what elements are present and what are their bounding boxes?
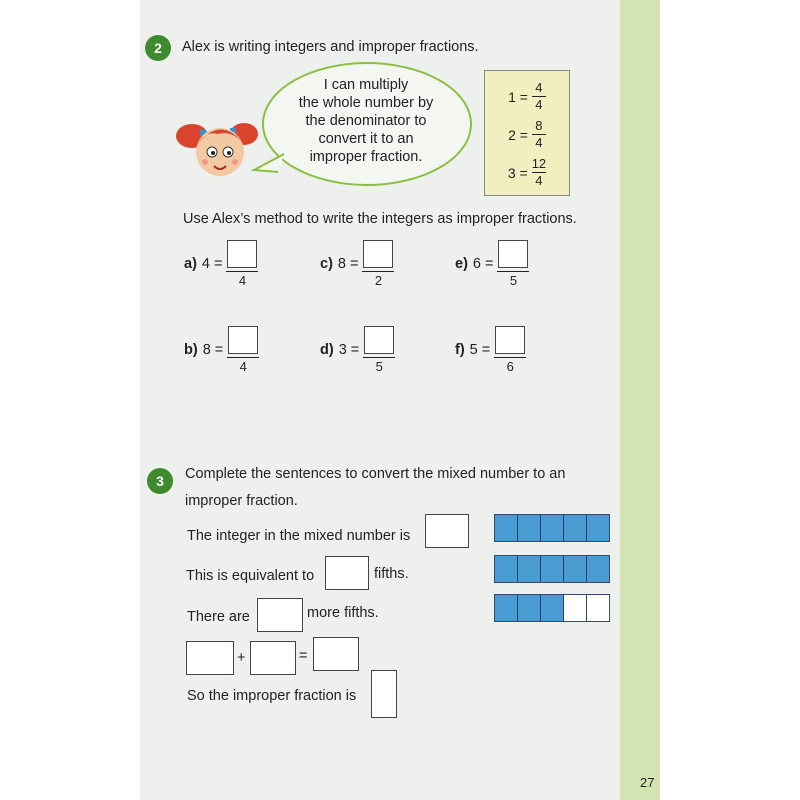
exercise-e: e) 6 = 5 [455,240,529,288]
strip-cell [495,595,518,621]
answer-box-c[interactable] [363,240,393,268]
more-fifths-answer-box[interactable] [257,598,303,632]
strip-cell-empty [564,595,587,621]
strip-cell [541,595,564,621]
equals-sign: = [299,648,308,664]
strip-cell [587,515,609,541]
plus-sign: + [237,650,246,666]
question-2-instruction: Use Alex’s method to write the integers as improper fractions. [183,211,577,227]
fraction-strip-1 [494,514,610,542]
sentence-more-start: There are [187,609,250,625]
exercise-f: f) 5 = 6 [455,326,526,374]
strip-cell [564,556,587,582]
sentence-more-end: more fifths. [307,605,379,621]
answer-box-a[interactable] [227,240,257,268]
page-margin-strip [620,0,660,800]
strip-cell-empty [587,595,609,621]
fraction-strip-3 [494,594,610,622]
improper-fraction-box[interactable] [371,670,397,718]
integer-answer-box[interactable] [425,514,469,548]
strip-cell [541,515,564,541]
strip-cell [518,595,541,621]
speech-bubble-tail [250,150,286,180]
fraction-strip-2 [494,555,610,583]
strip-cell [495,515,518,541]
exercise-c: c) 8 = 2 [320,240,394,288]
strip-cell [587,556,609,582]
card-row-2: 2 = $\frac{8}{4}$ [485,119,569,150]
example-card [484,70,570,196]
strip-cell [518,515,541,541]
exercise-b: b) 8 = 4 [184,326,259,374]
answer-box-b[interactable] [228,326,258,354]
answer-box-e[interactable] [498,240,528,268]
sentence-equivalent-end: fifths. [374,566,409,582]
speech-bubble-text: I can multiply the whole number by the denominator to convert it to an improper fraction. [298,77,434,165]
question-3-badge: 3 [147,468,173,494]
answer-box-f[interactable] [495,326,525,354]
fifths-answer-box[interactable] [325,556,369,590]
strip-cell [518,556,541,582]
sentence-improper: So the improper fraction is [187,688,357,704]
strip-cell [541,556,564,582]
strip-cell [564,515,587,541]
strip-cell [495,556,518,582]
question-3-intro-line2: improper fraction. [185,493,298,509]
card-row-1: 1 = $\frac{4}{4}$ [485,81,569,112]
sum-result-box[interactable] [313,637,359,671]
answer-box-d[interactable] [364,326,394,354]
question-2-badge: 2 [145,35,171,61]
sentence-equivalent-start: This is equivalent to [186,568,315,584]
question-2-intro: Alex is writing integers and improper fractions. [182,39,479,55]
sum-box-1[interactable] [186,641,234,675]
card-row-3: 3 = $\frac{12}{4}$ [507,156,547,188]
exercise-a: a) 4 = 4 [184,240,258,288]
page-number: 27 [640,775,655,790]
sum-box-2[interactable] [250,641,296,675]
question-3-intro-line1: Complete the sentences to convert the mixed number to an [185,466,566,482]
exercise-d: d) 3 = 5 [320,326,395,374]
sentence-integer: The integer in the mixed number is [187,528,411,544]
